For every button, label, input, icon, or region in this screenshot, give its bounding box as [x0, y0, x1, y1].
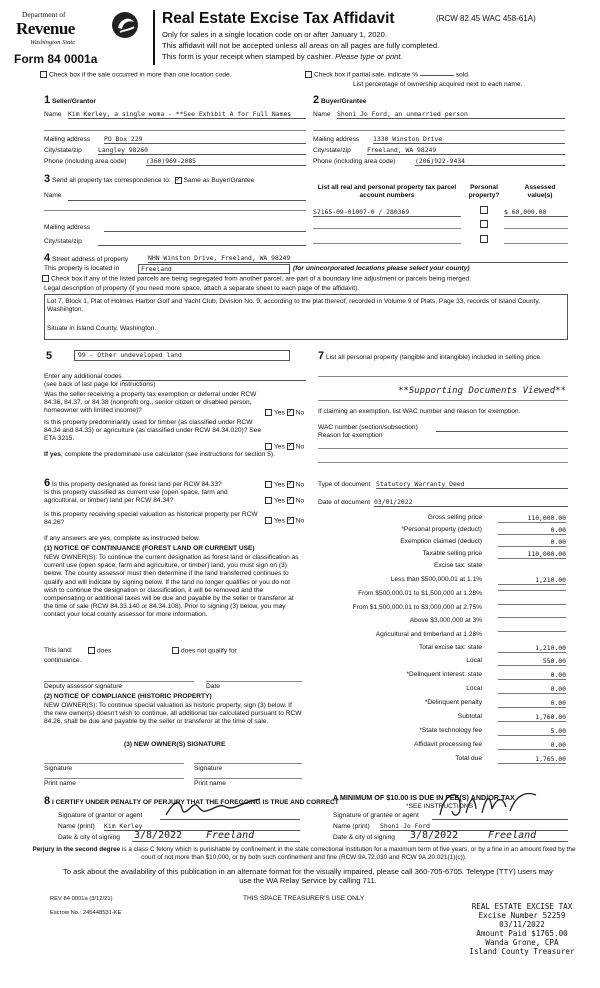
- legal-description-box[interactable]: [44, 294, 568, 340]
- calc-label: Local: [466, 657, 482, 664]
- buyer-name-field[interactable]: Shoni Jo Ford, an unmarried person: [337, 110, 565, 119]
- sec6-q1: 6 Is this property designated as forest land per RCW 84.33?: [44, 477, 222, 489]
- sec3-name-field[interactable]: [68, 197, 306, 201]
- located-label: This property is located in: [44, 265, 120, 272]
- seller-mailing-field[interactable]: PO Box 229: [104, 135, 306, 144]
- calc-label: Subtotal: [457, 713, 482, 720]
- calc-value-field[interactable]: [498, 631, 566, 632]
- calc-value-field[interactable]: 550.00: [498, 657, 566, 666]
- buyer-phone-label: Phone (including area code): [313, 158, 396, 165]
- treasurer-stamp: [462, 902, 582, 956]
- calc-value-field[interactable]: [498, 604, 566, 605]
- calc-value-field[interactable]: 0.00: [498, 671, 566, 680]
- header-divider: [153, 10, 155, 65]
- seller-phone-label: Phone (including area code): [44, 158, 127, 165]
- grantee-sig-label: Signature of grantee or agent: [333, 812, 419, 819]
- stamp-line-4: Amount Paid $1765.00: [476, 929, 568, 938]
- deputy-date-label: Date: [206, 683, 220, 690]
- header-note1: Only for sales in a single location code on or after January 1, 2020.: [162, 30, 387, 39]
- stamp-line-1: REAL ESTATE EXCISE TAX: [471, 902, 573, 911]
- calc-value-field[interactable]: 0.00: [498, 538, 566, 547]
- sec4-street-label: 4 Street address of property: [44, 252, 129, 264]
- does-check[interactable]: does: [86, 647, 111, 655]
- new-owner-heading: (3) NEW OWNER(S) SIGNATURE: [124, 741, 226, 748]
- seller-phone-field[interactable]: (360)969-2085: [146, 157, 306, 166]
- grantor-date-field[interactable]: 3/8/2022 Freeland: [132, 830, 300, 842]
- grantee-signature-field[interactable]: [432, 811, 568, 820]
- legal-situate-text: Situate in Island County, Washington.: [47, 325, 157, 332]
- calc-value-field[interactable]: 0.00: [498, 741, 566, 750]
- sec3-mailing-field[interactable]: [104, 228, 306, 232]
- dept-line1: Department of: [22, 10, 66, 19]
- seller-name-field[interactable]: Kim Kerley, a single woma - **See Exhibit A for Full Names: [68, 110, 306, 119]
- calc-value-field[interactable]: 1,765.00: [498, 755, 566, 764]
- calc-value-field[interactable]: 5.00: [498, 727, 566, 736]
- calc-label: Affidavit processing fee: [413, 741, 482, 748]
- sec5-number: 5: [46, 350, 53, 362]
- stamp-line-2: Excise Number 52259: [478, 911, 566, 920]
- buyer-name-label: Name: [313, 111, 331, 118]
- calc-label: Agricultural and timberland at 1.28%: [375, 631, 482, 638]
- wa-seal-icon: [110, 10, 140, 40]
- compliance-text: NEW OWNER(S): To continue special valuation as historic property, sign (3) below. If the new owner(s) doesn't wish to continue, all additional tax calculated pursuant to RCW 84.26, shall be due and payable by the seller or transferor at the time of sale.: [44, 702, 302, 726]
- doc-date-label: Date of document: [318, 499, 371, 506]
- does-not-check[interactable]: does not qualify for: [170, 647, 237, 655]
- additional-codes-label: Enter any additional codes: [44, 373, 122, 380]
- sec3-city-field[interactable]: [98, 242, 306, 246]
- grantor-sig-label: Signature of grantor or agent: [58, 812, 143, 819]
- buyer-phone-field[interactable]: (206)922-9434: [415, 157, 565, 166]
- grantor-signature-icon: [164, 797, 284, 821]
- sec6-q2: Is this property classified as current use (open space, farm and agricultural, or timber) land per RCW 84.34?: [44, 489, 228, 505]
- buyer-mailing-label: Mailing address: [313, 136, 360, 143]
- sec3-name-label: Name: [44, 192, 62, 199]
- personal-col-header: Personal property?: [468, 184, 500, 200]
- availability-notice: To ask about the availability of this publication in an alternate format for the visually impaired, please call 360-705-6705. Teletype (TTY) users may use the WA Relay Service by calling 711.: [63, 867, 553, 886]
- header-note3: This form is your receipt when stamped by cashier. Please type or print.: [162, 52, 403, 61]
- calc-label: Exemption claimed (deduct): [400, 538, 482, 545]
- grantor-signature-field[interactable]: [160, 811, 300, 820]
- grantee-name-label: Name (print): [333, 823, 370, 830]
- grantor-date-label: Date & city of signing: [58, 834, 120, 841]
- sec6-q1-answer[interactable]: Yes ✓ No: [263, 481, 304, 489]
- sec5-q1-answer[interactable]: Yes ✓ No: [263, 409, 304, 417]
- sec5-if-yes: If yes, complete the predominate use calculator (see instructions for section 5).: [44, 451, 275, 458]
- land-use-select[interactable]: 99 - Other undeveloped land: [74, 350, 290, 361]
- calc-label: Gross selling price: [427, 514, 482, 521]
- assessed-value-field[interactable]: $ 60,000.00: [504, 208, 568, 217]
- grantor-name-label: Name (print): [58, 823, 95, 830]
- owner-print-label-2: Print name: [194, 780, 226, 787]
- personal-property-check-2[interactable]: [478, 220, 490, 229]
- seller-heading: 1 Seller/Grantor: [44, 94, 96, 106]
- doc-type-field[interactable]: Statutory Warranty Deed: [376, 480, 568, 489]
- calc-label: Excise tax: state: [433, 562, 482, 569]
- sec6-if-any: If any answers are yes, complete as instructed below.: [44, 535, 201, 542]
- continuance-label: continuance.: [44, 657, 82, 664]
- calc-label: Less than $500,000.01 at 1.1%: [390, 576, 482, 583]
- calc-value-field[interactable]: 0.00: [498, 699, 566, 708]
- wac-field[interactable]: [436, 424, 568, 432]
- sec3-city-label: City/state/zip: [44, 238, 82, 245]
- sec6-q3: Is this property receiving special valuation as historical property per RCW 84.26?: [44, 511, 258, 527]
- supporting-docs-note: **Supporting Documents Viewed**: [398, 386, 566, 396]
- revision-label: REV 84 0001a (3/12/21): [50, 896, 113, 902]
- calc-label: From $500,000.01 to $1,500,000 at 1.28%: [358, 590, 482, 597]
- assessed-col-header: Assessed value(s): [524, 184, 556, 200]
- partial-sale-check[interactable]: Check box if partial sale, indicate % sold.: [303, 71, 470, 79]
- legal-desc-label: Legal description of property (if you need more space, attach a separate sheet to each page of the affidavit).: [44, 285, 360, 292]
- calc-value-field[interactable]: 0.00: [498, 526, 566, 535]
- calc-label: *Delinquent interest: state: [406, 671, 482, 678]
- calc-value-field[interactable]: [498, 590, 566, 591]
- unincorporated-note: (for unincorporated locations please select your county): [293, 265, 470, 272]
- exemption-label: If claiming an exemption, list WAC number and reason for exemption.: [318, 408, 521, 415]
- calc-value-field[interactable]: 1,210.00: [498, 576, 566, 585]
- calc-label: Total excise tax: state: [418, 644, 482, 651]
- sec5-q1: Was the seller receiving a property tax exemption or deferral under RCW 84.36, 84.37, or 84.38 (nonprofit org., senior citizen or disabled person, homeowner with limited income)?: [44, 391, 257, 415]
- seller-city-field[interactable]: Langley 98260: [98, 146, 306, 155]
- calc-value-field[interactable]: 1,210.00: [498, 644, 566, 653]
- buyer-city-label: City/state/zip: [313, 147, 351, 154]
- form-citation: (RCW 82.45 WAC 458-61A): [436, 14, 536, 23]
- see-instructions-note: *SEE INSTRUCTIONS: [406, 803, 474, 810]
- deputy-signature-label: Deputy assessor signature: [44, 683, 123, 690]
- dept-line3: Washington State: [30, 39, 76, 46]
- legal-description-text: Lot 7, Block 1, Plat of Holmes Harbor Golf and Yacht Club, Division No. 9, according to the plat thereof, recorded in Volume 9 of Plats, Page 33, records of Island County, Washington.: [47, 298, 540, 314]
- parcel-number-field[interactable]: S7165-09-01007-0 / 280369: [313, 208, 461, 217]
- owner-signature-label-1: Signature: [44, 765, 73, 772]
- form-number: Form 84 0001a: [14, 52, 98, 66]
- dept-line2: Revenue: [16, 19, 75, 38]
- calc-label: Taxable selling price: [422, 550, 482, 557]
- grantee-date-field[interactable]: 3/8/2022 Freeland: [408, 830, 568, 842]
- property-street-field[interactable]: NHN Winston Drive, Freeland, WA 98249: [148, 254, 568, 263]
- grantee-name-field[interactable]: Shoni Jo Ford: [380, 822, 568, 831]
- continuance-text: NEW OWNER(S): To continue the current designation as forest land or classification as current use (open space, farm and agriculture, or timber) land, you must sign on (3) below. The county assessor must then determine if the land transferred continues to qualify and will indicate by signing below. If the land no longer qualifies or you do not wish to continue the designation or classification, it will be removed and the compensating or additional taxes will be due and payable by the seller or transferor at the time of sale (RCW 84.33.140 or 84.34.108). Prior to signing (3) below, you may contact your local county assessor for more information.: [44, 554, 299, 619]
- stamp-line-6: Island County Treasurer: [469, 947, 575, 956]
- seller-mailing-label: Mailing address: [44, 136, 91, 143]
- calc-label: Local: [466, 685, 482, 692]
- personal-property-check-3[interactable]: [478, 235, 490, 244]
- sec6-q2-answer[interactable]: Yes ✓ No: [263, 497, 304, 505]
- perjury-notice: Perjury in the second degree is a class C felony which is punishable by confinement in the state correctional institution for a maximum term of five years, or by a fine in an amount fixed by the court of not more than $10,000, or by both such confinement and fine (RCW 9A.72.030 and RCW 9A.20.021(1)(c)).: [32, 846, 576, 861]
- minimum-due-note: A MINIMUM OF $10.00 IS DUE IN FEE(S) AND/OR TAX: [333, 793, 515, 802]
- calc-label: *Delinquent penalty: [424, 699, 482, 706]
- buyer-city-field[interactable]: Freeland, WA 98249: [367, 146, 565, 155]
- doc-date-field[interactable]: 03/01/2022: [374, 498, 568, 507]
- stamp-line-3: 03/11/2022: [499, 920, 545, 929]
- this-land-row: This land:: [44, 647, 73, 654]
- calc-label: *Personal property (deduct): [401, 526, 482, 533]
- personal-property-check-1[interactable]: [478, 206, 490, 215]
- dept-logo: [10, 6, 140, 66]
- treasurer-space-label: THIS SPACE TREASURER'S USE ONLY: [243, 895, 365, 902]
- buyer-heading: 2 Buyer/Grantee: [313, 94, 367, 106]
- calc-value-field[interactable]: 110,000.00: [498, 514, 566, 523]
- sec7-label: 7 List all personal property (tangible and intangible) included in selling price.: [318, 350, 542, 362]
- doc-type-label: Type of document: [318, 481, 371, 488]
- owner-print-label-1: Print name: [44, 780, 76, 787]
- grantee-date-label: Date & city of signing: [333, 834, 395, 841]
- escrow-number: Escrow No.: 245448531-KE: [50, 910, 122, 916]
- location-select[interactable]: Freeland: [138, 264, 290, 274]
- calc-label: From $1,500,000.01 to $3,000,000 at 2.75%: [352, 604, 482, 611]
- owner-signature-label-2: Signature: [194, 765, 223, 772]
- calc-value-field[interactable]: [498, 617, 566, 618]
- seller-city-label: City/state/zip: [44, 147, 82, 154]
- calc-value-field[interactable]: 1,760.00: [498, 713, 566, 722]
- reason-label: Reason for exemption: [318, 432, 383, 439]
- grantor-name-field[interactable]: Kim Kerley: [104, 822, 300, 831]
- sec3-label: 3 Send all property tax correspondence to: ✓ Same as Buyer/Grantee: [44, 173, 255, 185]
- multi-location-check[interactable]: Check box if the sale occurred in more than one location code.: [38, 71, 232, 79]
- sec5-q2: Is this property predominantly used for timber (as classified under RCW 84.34 and 84.33) or agriculture (as classified under RCW 84.34.020)? See ETA 3215.: [44, 419, 261, 443]
- stamp-line-5: Wanda Grone, CPA: [485, 938, 559, 947]
- calc-value-field[interactable]: 110,000.00: [498, 550, 566, 559]
- certify-heading: 8 I CERTIFY UNDER PENALTY OF PERJURY THAT THE FOREGOING IS TRUE AND CORRECT: [44, 795, 339, 807]
- wac-label: WAC number (section/subsection): [318, 424, 418, 431]
- calc-value-field[interactable]: 0.00: [498, 685, 566, 694]
- sec6-q3-answer[interactable]: Yes ✓ No: [263, 517, 304, 525]
- list-pct-note: List percentage of ownership acquired next to each name.: [353, 81, 523, 88]
- additional-codes-field[interactable]: [122, 373, 306, 381]
- parcel-col-header: List all real and personal property tax parcel account numbers: [317, 184, 457, 200]
- continuance-heading: (1) NOTICE OF CONTINUANCE (FOREST LAND OR CURRENT USE): [44, 545, 255, 552]
- sec5-q2-answer[interactable]: Yes ✓ No: [263, 443, 304, 451]
- sec3-mailing-label: Mailing address: [44, 224, 91, 231]
- calc-label: Above $3,000,000 at 3%: [409, 617, 482, 624]
- buyer-mailing-field[interactable]: 1330 Winston Drive: [373, 135, 565, 144]
- seller-name-label: Name: [44, 111, 62, 118]
- header-note2: This affidavit will not be accepted unless all areas on all pages are fully completed.: [162, 41, 440, 50]
- segregated-check[interactable]: Check box if any of the listed parcels are being segregated from another parcel, are part of a boundary line adjustment or parcels being merged.: [40, 275, 471, 283]
- compliance-heading: (2) NOTICE OF COMPLIANCE (HISTORIC PROPERTY): [44, 693, 212, 700]
- see-back-note: (see back of last page for instructions): [44, 381, 156, 388]
- calc-label: *State technology fee: [419, 727, 482, 734]
- form-title: Real Estate Excise Tax Affidavit: [162, 10, 395, 27]
- grantee-signature-icon: [436, 789, 546, 821]
- calc-label: Total due: [455, 755, 482, 762]
